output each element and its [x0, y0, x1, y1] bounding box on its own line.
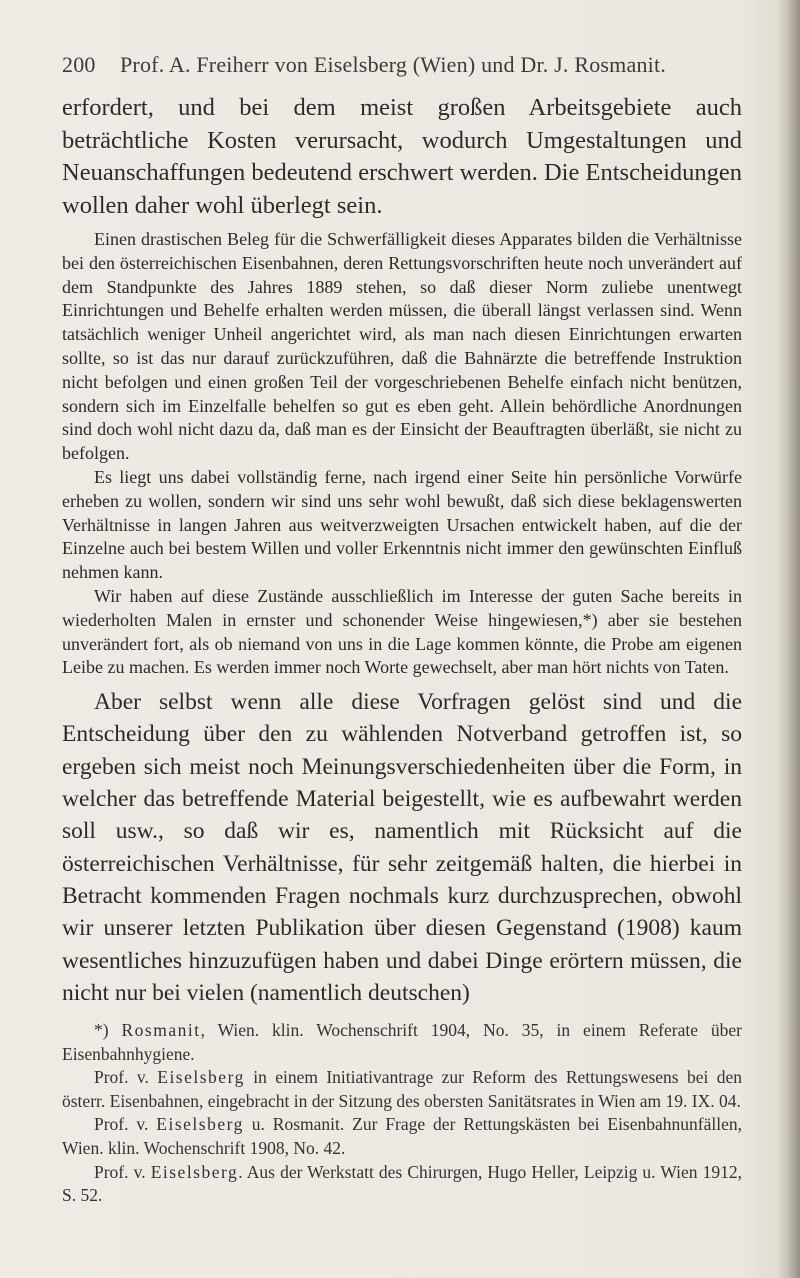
paragraph-no-reproach: Es liegt uns dabei vollständig ferne, nach irgend einer Seite hin persönliche Vorwürfe erheben zu wollen, sondern wir sind uns sehr wohl bewußt, daß sich diese beklagenswerten Verhältnisse in langen Jahren aus weitverzweigten Ursachen entwickelt haben, auf die der Einzelne auch bei bestem Willen und voller Erkenntnis nicht immer den gewünschten Einfluß nehmen kann. — [62, 466, 742, 583]
page-body — [62, 92, 742, 1208]
running-title: Prof. A. Freiherr von Eiselsberg (Wien) und Dr. J. Rosmanit. — [120, 52, 666, 77]
footnote-1: *) Rosmanit, Wien. klin. Wochenschrift 1904, No. 35, in einem Referate über Eisenbahnhygiene. — [62, 1020, 742, 1064]
footnote-2: Prof. v. Eiselsberg in einem Initiativantrage zur Reform des Rettungswesens bei den österr. Eisenbahnen, eingebracht in der Sitzung des obersten Sanitätsrates in Wien am 19. IX. 04. — [62, 1067, 742, 1111]
paragraph-preliminary-questions: Aber selbst wenn alle diese Vorfragen gelöst sind und die Entscheidung über den zu wählenden Notverband getroffen ist, so ergeben sich meist noch Meinungsverschiedenheiten über die Form, in welcher das betreffende Material beigestellt, wie es aufbewahrt werden soll usw., so daß wir es, namentlich mit Rücksicht auf die österreichischen Verhältnisse, für sehr zeitgemäß halten, die hierbei in Betracht kommenden Fragen nochmals kurz durchzusprechen, obwohl wir unserer letzten Publikation über diesen Gegenstand (1908) kaum wesentliches hinzuzufügen haben und dabei Dinge erörtern müssen, die nicht nur bei vielen (namentlich deutschen) — [62, 689, 742, 1006]
footnote-3: Prof. v. Eiselsberg u. Rosmanit. Zur Frage der Rettungskästen bei Eisenbahnunfällen, Wien. klin. Wochenschrift 1908, No. 42. — [62, 1114, 742, 1159]
paragraph-continuation: erfordert, und bei dem meist großen Arbeitsgebiete auch beträchtliche Kosten verursacht, wodurch Umgestaltungen und Neuanschaffungen bedeutend erschwert werden. Die Entscheidungen wollen daher wohl überlegt sein. — [62, 94, 742, 219]
footnote-author: Eiselsberg — [156, 1114, 244, 1135]
footnote-author: Rosmanit — [121, 1020, 201, 1041]
footnote-author: Eiselsberg — [150, 1161, 239, 1182]
page-number: 200 — [62, 52, 96, 77]
footnotes — [62, 1019, 742, 1208]
running-header — [62, 52, 742, 84]
paragraph-apparatus-example: Einen drastischen Beleg für die Schwerfälligkeit dieses Apparates bilden die Verhältnisse bei den österreichischen Eisenbahnen, deren Rettungsvorschriften heute noch unverändert auf dem Standpunkte des Jahres 1889 stehen, so daß dieser Norm zuliebe unentwegt Einrichtungen und Behelfe erhalten werden müssen, die überall längst verlassen sind. Wenn tatsächlich weniger Unheil angerichtet wird, als man nach diesen Einrichtungen erwarten sollte, so ist das nur darauf zurückzuführen, daß die Bahnärzte die betreffende Instruktion nicht befolgen und einen großen Teil der vorgeschriebenen Behelfe einfach nicht benützen, sondern sich im Einzelfalle behelfen so gut es eben geht. Allein behördliche Anordnungen sind doch wohl nicht dazu da, daß man es der Einsicht der Beauftragten überläßt, sie nicht zu befolgen. — [62, 229, 742, 464]
paragraph-repeated-notice: Wir haben auf diese Zustände ausschließlich im Interesse der guten Sache bereits in wiederholten Malen in ernster und schonender Weise hingewiesen,*) aber sie bestehen unverändert fort, als ob niemand von uns in die Lage kommen könnte, die Probe am eigenen Leibe zu machen. Es werden immer noch Worte gewechselt, aber man hört nichts von Taten. — [62, 585, 742, 678]
page-edge-shadow — [778, 0, 800, 1278]
footnote-author: Eiselsberg — [157, 1067, 245, 1088]
footnote-4: Prof. v. Eiselsberg. Aus der Werkstatt des Chirurgen, Hugo Heller, Leipzig u. Wien 1912, S. 52. — [62, 1161, 742, 1206]
